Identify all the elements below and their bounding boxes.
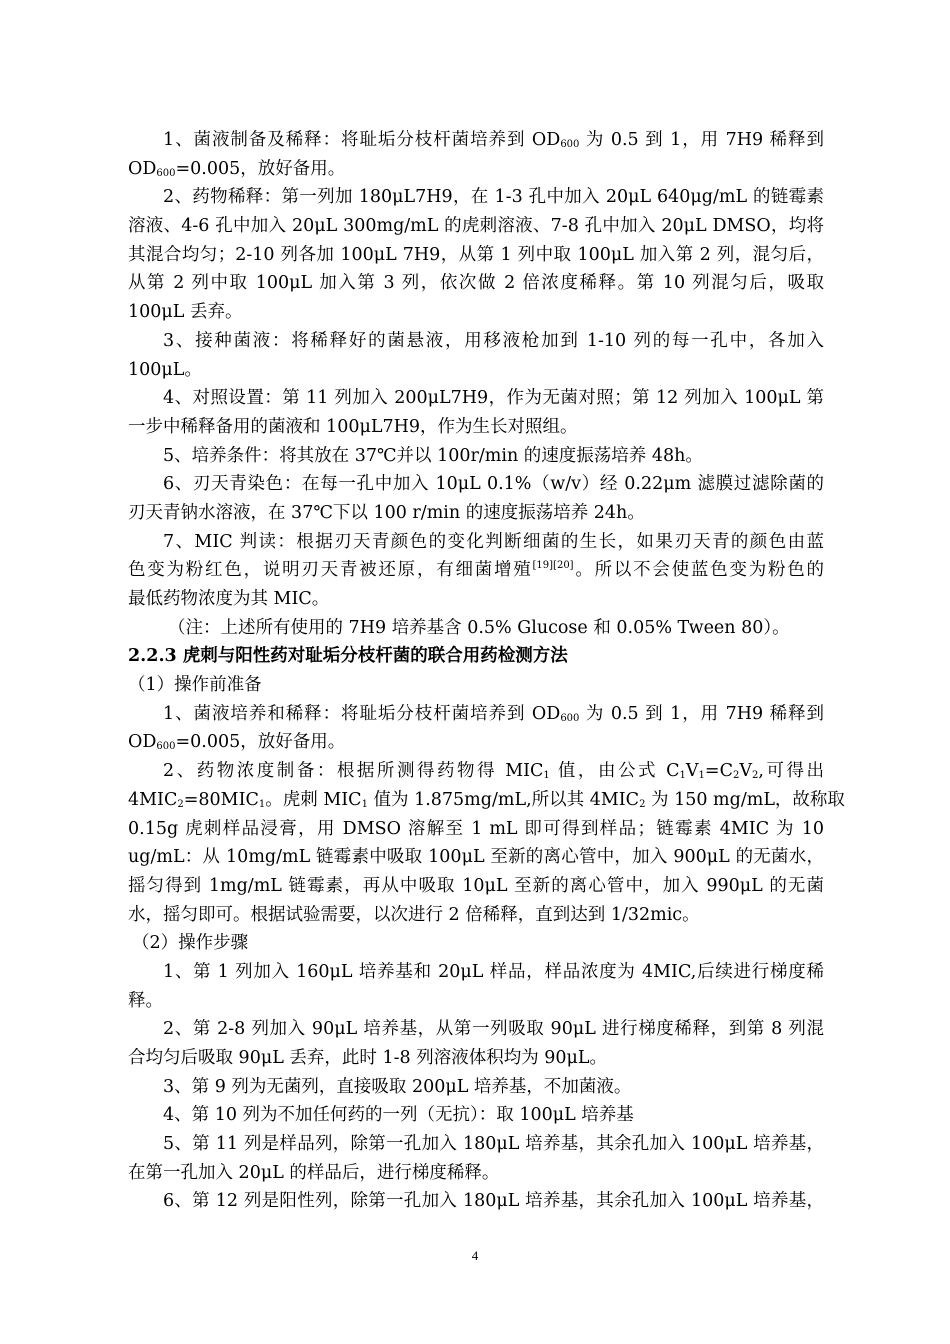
step-6-line-1: 6、刃天青染色：在每一孔中加入 10μL 0.1%（w/v）经 0.22μm 滤膜过滤除菌的 — [163, 474, 824, 495]
step-4-line-2: 一步中稀释备用的菌液和 100μL7H9，作为生长对照组。 — [128, 416, 578, 437]
prep-1-line-1: 1、菌液培养和稀释：将耻垢分枝杆菌培养到 $OD_{600}$ 为 0.5 到 1，用 7H9 稀释到 — [163, 703, 824, 724]
op-2-line-2: 合均匀后吸取 90μL 丢弃，此时 1-8 列溶液体积均为 90μL。 — [128, 1048, 608, 1068]
op-3-line-1: 3、第 9 列为无菌列，直接吸取 200μL 培养基，不加菌液。 — [163, 1076, 632, 1097]
document-body — [128, 126, 845, 1216]
citation: [19][20] — [532, 560, 574, 572]
step-1-line-2: $OD_{600}=0.005$，放好备用。 — [128, 158, 346, 179]
step-7-line-1: 7、MIC 判读：根据刃天青颜色的变化判断细菌的生长，如果刃天青的颜色由蓝 — [163, 531, 824, 552]
prep-2-line-2: $4MIC_2=80MIC_1$。虎刺 $MIC_1$ 值为 1.875mg/mL,所以其 $4MIC_2$ 为 150 mg/mL，故称取 — [128, 789, 845, 810]
step-2-line-1: 2、药物稀释：第一列加 180μL7H9，在 1-3 孔中加入 20μL 640μg/mL 的链霉素 — [163, 187, 824, 208]
op-1-line-1: 1、第 1 列加入 160μL 培养基和 20μL 样品，样品浓度为 4MIC,后续进行梯度稀 — [163, 961, 824, 982]
step-2-line-2: 溶液、4-6 孔中加入 20μL 300mg/mL 的虎刺溶液、7-8 孔中加入 20μL DMSO，均将 — [128, 216, 824, 237]
prep-1-line-2: $OD_{600}=0.005$，放好备用。 — [128, 732, 346, 753]
step-1-line-1: 1、菌液制备及稀释：将耻垢分枝杆菌培养到 $OD_{600}$ 为 0.5 到 1，用 7H9 稀释到 — [163, 130, 824, 150]
step-2-line-4: 从第 2 列中取 100μL 加入第 3 列，依次做 2 倍浓度稀释。第 10 列混匀后，吸取 — [128, 273, 824, 294]
step-6-line-2: 刃天青钠水溶液，在 37℃下以 100 r/min 的速度振荡培养 24h。 — [128, 502, 645, 523]
op-4-line-1: 4、第 10 列为不加任何药的一列（无抗）：取 100μL 培养基 — [163, 1105, 634, 1126]
prep-2-line-1: 2、药物浓度制备：根据所测得药物得 $MIC_1$ 值，由公式 $C_1V_1=C_2V_2$,可得出 — [163, 761, 825, 782]
prep-2-line-3: 0.15g 虎刺样品浸膏，用 DMSO 溶解至 1 mL 即可得到样品；链霉素 4MIC 为 10 — [128, 818, 824, 839]
prep-2-line-5: 摇匀得到 1mg/mL 链霉素，再从中吸取 10μL 至新的离心管中，加入 990μL 的无菌 — [128, 875, 824, 896]
subsection-steps: （2）操作步骤 — [132, 933, 249, 954]
op-6-line-1: 6、第 12 列是阳性列，除第一孔加入 180μL 培养基，其余孔加入 100μL 培养基， — [163, 1191, 824, 1212]
op-5-line-2: 在第一孔加入 20μL 的样品后，进行梯度稀释。 — [128, 1162, 500, 1183]
step-3-line-1: 3、接种菌液：将稀释好的菌悬液，用移液枪加到 1-10 列的每一孔中，各加入 — [163, 330, 824, 351]
step-4-line-1: 4、对照设置：第 11 列加入 200μL7H9，作为无菌对照；第 12 列加入 100μL 第 — [163, 388, 824, 409]
section-heading: 2.2.3 虎刺与阳性药对耻垢分枝杆菌的联合用药检测方法 — [128, 646, 568, 667]
op-2-line-1: 2、第 2-8 列加入 90μL 培养基，从第一列吸取 90μL 进行梯度稀释，到第 8 列混 — [163, 1019, 824, 1040]
step-7-line-2: 色变为粉红色，说明刃天青被还原，有细菌增殖[19][20]。所以不会使蓝色变为粉色的 — [128, 560, 825, 581]
note-line: （注：上述所有使用的 7H9 培养基含 0.5% Glucose 和 0.05% Tween 80）。 — [168, 617, 790, 638]
prep-2-line-6: 水，摇匀即可。根据试验需要，以次进行 2 倍稀释，直到达到 1/32mic。 — [128, 904, 700, 925]
op-1-line-2: 释。 — [128, 990, 163, 1011]
step-7-line-3: 最低药物浓度为其 MIC。 — [128, 589, 330, 609]
prep-2-line-4: ug/mL：从 10mg/mL 链霉素中吸取 100μL 至新的离心管中，加入 900μL 的无菌水， — [128, 847, 824, 868]
page-number: 4 — [471, 1248, 479, 1263]
step-2-line-3: 其混合均匀；2-10 列各加 100μL 7H9，从第 1 列中取 100μL 加入第 2 列，混匀后， — [128, 244, 824, 265]
subsection-prep: （1）操作前准备 — [128, 675, 262, 696]
step-3-line-2: 100μL。 — [128, 359, 202, 380]
step-5-line-1: 5、培养条件：将其放在 37℃并以 100r/min 的速度振荡培养 48h。 — [163, 445, 703, 466]
op-5-line-1: 5、第 11 列是样品列，除第一孔加入 180μL 培养基，其余孔加入 100μL 培养基， — [163, 1134, 824, 1155]
step-2-line-5: 100μL 丢弃。 — [128, 302, 243, 323]
